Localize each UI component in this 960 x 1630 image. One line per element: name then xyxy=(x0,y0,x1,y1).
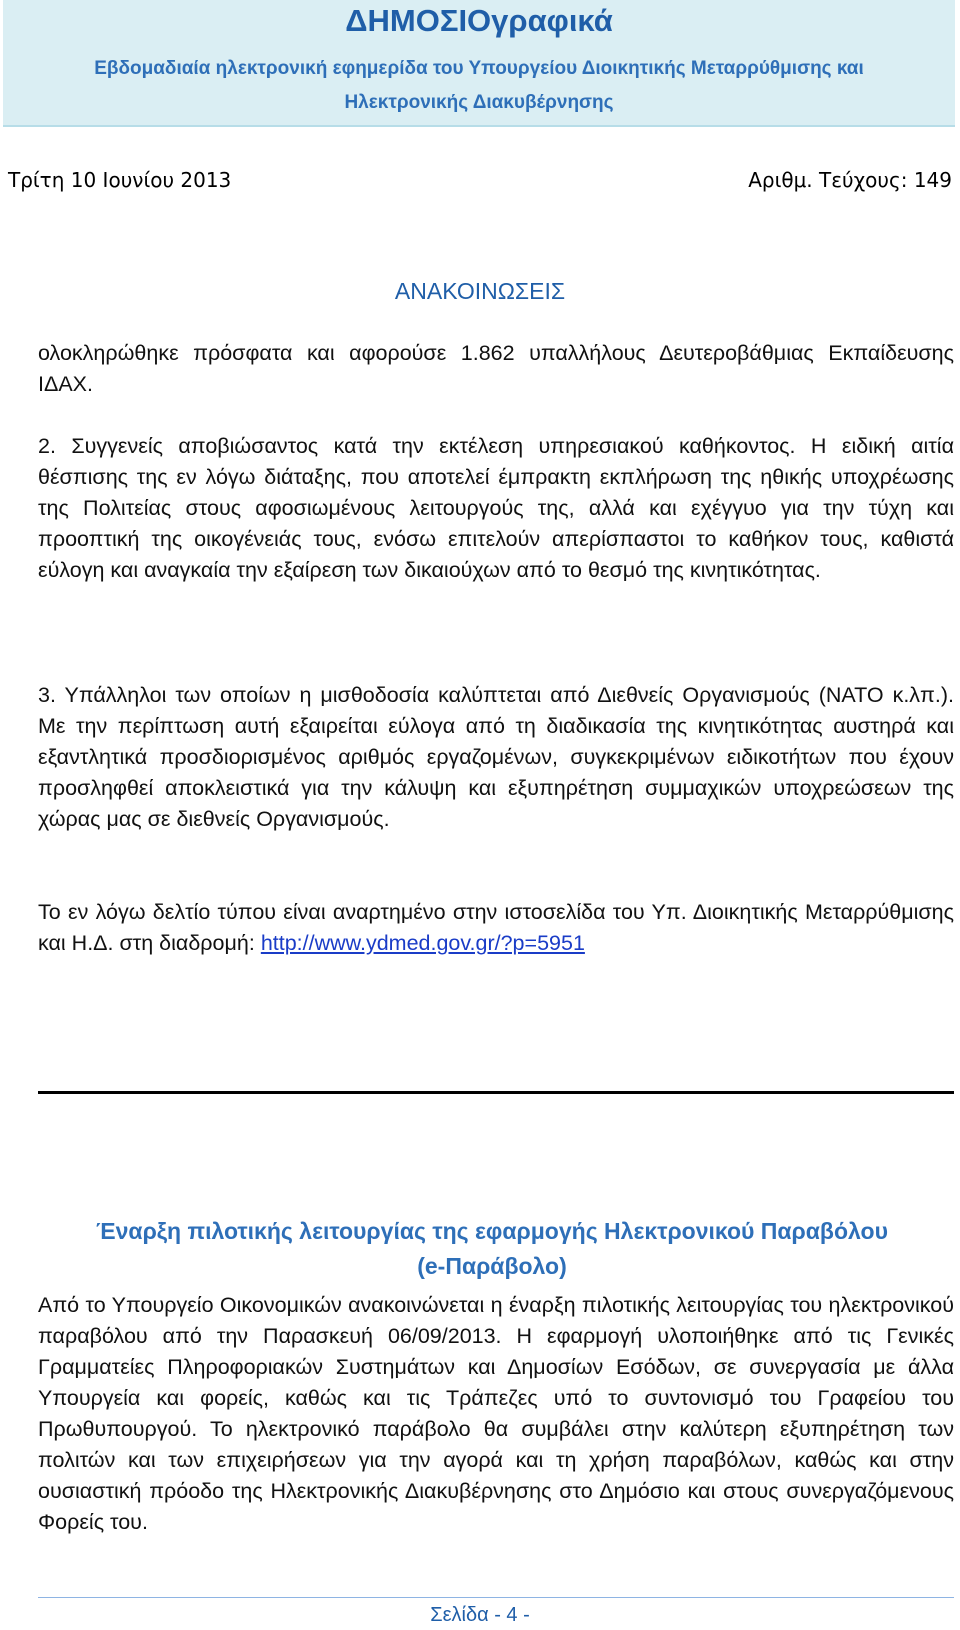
press-release-link[interactable]: http://www.ydmed.gov.gr/?p=5951 xyxy=(260,931,585,955)
newspaper-subtitle xyxy=(3,52,955,120)
newspaper-title: ΔΗΜΟΣΙΟγραφικά xyxy=(345,3,613,38)
article1-paragraph-1: ολοκληρώθηκε πρόσφατα και αφορούσε 1.862 υπαλλήλους Δευτεροβάθμιας Εκπαίδευσης ΙΔΑΧ. xyxy=(38,341,954,396)
section-title: ΑΝΑΚΟΙΝΩΣΕΙΣ xyxy=(394,278,566,304)
issue-number: Αριθμ. Τεύχους: 149 xyxy=(748,168,952,192)
article2-title-line-1: Έναρξη πιλοτικής λειτουργίας της εφαρμογής Ηλεκτρονικού Παραβόλου xyxy=(96,1218,888,1244)
article1-paragraph-2: 2. Συγγενείς αποβιώσαντος κατά την εκτέλεση υπηρεσιακού καθήκοντος. Η ειδική αιτία θέσπισης της εν λόγω διάταξης, που αποτελεί έμπρακτη εκπλήρωση της ηθικής υποχρέωσης της Πολιτείας στους αφοσιωμένους λειτουργούς της, αλλά και εχέγγυο για την τύχη και προοπτική της οικογένειάς τους, ενόσω επιτελούν απερίσπαστοι το καθήκον τους, καθιστά εύλογη και αναγκαία την εξαίρεση των δικαιούχων από το θεσμό της κινητικότητας. xyxy=(38,434,954,582)
subtitle-line-2: Ηλεκτρονικής Διακυβέρνησης xyxy=(344,92,614,113)
article-divider xyxy=(38,1091,954,1094)
issue-date: Τρίτη 10 Ιουνίου 2013 xyxy=(8,168,232,192)
article2-body: Από το Υπουργείο Οικονομικών ανακοινώνεται η έναρξη πιλοτικής λειτουργίας του ηλεκτρονικού παραβόλου από την Παρασκευή 06/09/2013. Η εφαρμογή υλοποιήθηκε από τις Γενικές Γραμματείες Πληροφοριακών Συστημάτων και Δημοσίων Εσόδων, σε συνεργασία με άλλα Υπουργεία και φορείς, καθώς και τις Τράπεζες υπό το συντονισμό του Γραφείου του Πρωθυπουργού. Το ηλεκτρονικό παράβολο θα συμβάλει στην καλύτερη εξυπηρέτηση των πολιτών και των επιχειρήσεων για την αγορά και τη χρήση παραβόλων, καθώς και στην ουσιαστική πρόοδο της Ηλεκτρονικής Διακυβέρνησης στο Δημόσιο και στους συνεργαζόμενους Φορείς του. xyxy=(38,1293,954,1534)
article1-paragraph-3: 3. Υπάλληλοι των οποίων η μισθοδοσία καλύπτεται από Διεθνείς Οργανισμούς (ΝΑΤΟ κ.λπ.). Με την περίπτωση αυτή εξαιρείται εύλογα από τη διαδικασία της κινητικότητας αυστηρά και εξαντλητικά προσδιορισμένος αριθμός εργαζομένων, συγκεκριμένων ειδικοτήτων που έχουν προσληφθεί αποκλειστικά για την κάλυψη και εξυπηρέτηση συμμαχικών υποχρεώσεων της χώρας μας σε διεθνείς Οργανισμούς. xyxy=(38,683,954,831)
article2-title xyxy=(30,1214,954,1284)
masthead xyxy=(3,0,955,127)
article1-paragraph-4 xyxy=(38,897,954,959)
press-release-note: Το εν λόγω δελτίο τύπου είναι αναρτημένο στην ιστοσελίδα του Υπ. Διοικητικής Μεταρρύθμισης και Η.Δ. στη διαδρομή: xyxy=(38,900,954,955)
subtitle-line-1: Εβδομαδιαία ηλεκτρονική εφημερίδα του Υπουργείου Διοικητικής Μεταρρύθμισης και xyxy=(94,58,864,79)
footer-divider xyxy=(38,1597,954,1598)
article2-title-line-2: (e-Παράβολο) xyxy=(417,1253,567,1279)
page-number: Σελίδα - 4 - xyxy=(430,1604,530,1626)
